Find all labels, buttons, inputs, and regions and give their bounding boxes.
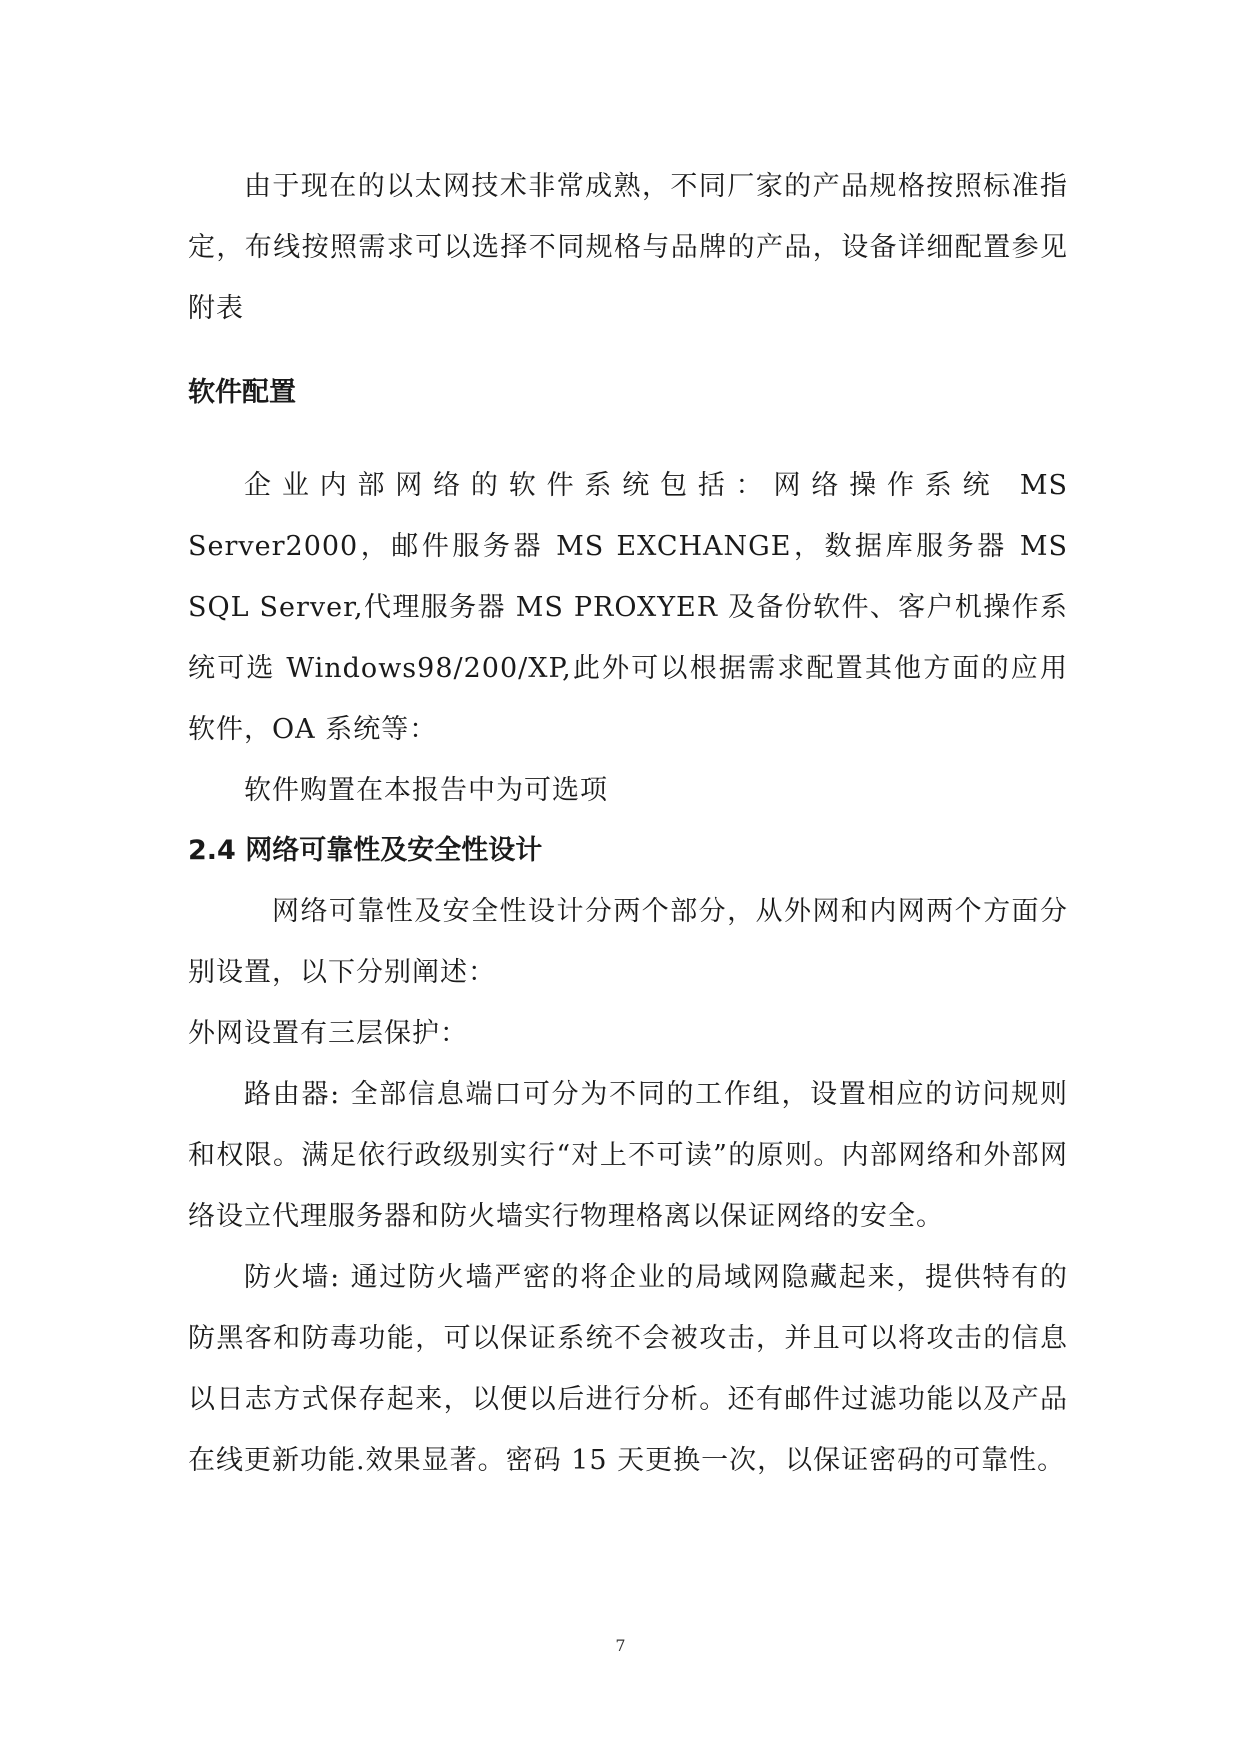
heading-software-config: 软件配置 — [188, 377, 296, 408]
paragraph-reliability-intro: 网络可靠性及安全性设计分两个部分，从外网和内网两个方面分别设置，以下分别阐述： — [188, 896, 1068, 988]
paragraph-software-optional: 软件购置在本报告中为可选项 — [244, 775, 608, 806]
paragraph-external-network: 外网设置有三层保护： — [188, 1018, 468, 1049]
page-content — [188, 156, 1068, 1491]
paragraph-software-system: 企业内部网络的软件系统包括：网络操作系统 MS Server2000，邮件服务器 MS EXCHANGE，数据库服务器 MS SQL Server,代理服务器 MS PROXYER 及备份软件、客户机操作系统可选 Windows98/200/XP,此外可以根据需求配置其他方面的应用软件，OA 系统等： — [188, 470, 1068, 745]
paragraph-ethernet: 由于现在的以太网技术非常成熟，不同厂家的产品规格按照标准指定，布线按照需求可以选择不同规格与品牌的产品，设备详细配置参见附表 — [188, 171, 1068, 324]
page-number: 7 — [615, 1636, 626, 1655]
paragraph-router: 路由器: 全部信息端口可分为不同的工作组，设置相应的访问规则和权限。满足依行政级别实行“对上不可读”的原则。内部网络和外部网络设立代理服务器和防火墙实行物理格离以保证网络的安全。 — [188, 1079, 1068, 1232]
paragraph-firewall: 防火墙: 通过防火墙严密的将企业的局域网隐藏起来，提供特有的防黑客和防毒功能，可以保证系统不会被攻击，并且可以将攻击的信息以日志方式保存起来，以便以后进行分析。还有邮件过滤功能以及产品在线更新功能.效果显著。密码 15 天更换一次，以保证密码的可靠性。 — [188, 1262, 1068, 1476]
heading-section-2-4: 2.4 网络可靠性及安全性设计 — [188, 835, 543, 866]
